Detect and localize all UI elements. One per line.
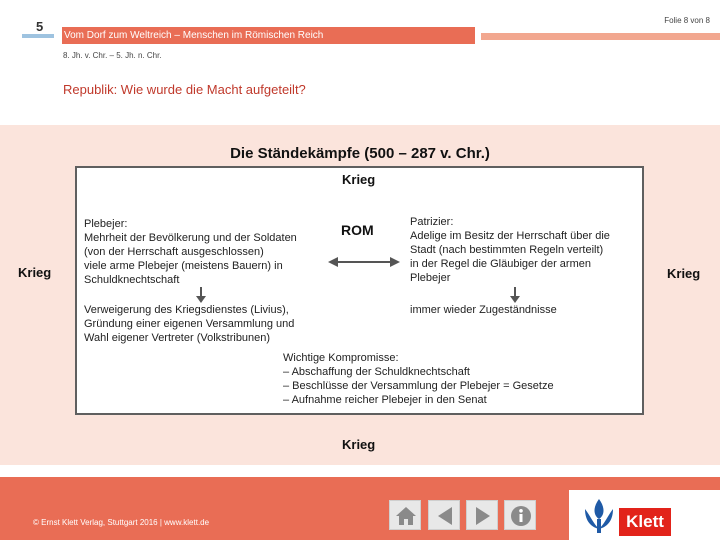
back-button[interactable]	[428, 500, 460, 530]
home-icon	[394, 504, 418, 528]
plebejer-result-line: Verweigerung des Kriegsdienstes (Livius),	[84, 304, 289, 316]
plebejer-heading: Plebejer:	[84, 218, 128, 230]
copyright-text: © Ernst Klett Verlag, Stuttgart 2016 | www.klett.de	[33, 518, 210, 527]
patrizier-block	[410, 215, 640, 285]
chapter-number: 5	[36, 19, 44, 34]
krieg-label-right: Krieg	[667, 266, 701, 281]
klett-logo-text: Klett	[619, 508, 671, 536]
patrizier-line: Adelige im Besitz der Herrschaft über die	[410, 230, 610, 242]
krieg-label-bottom: Krieg	[342, 437, 376, 452]
compromise-item: – Abschaffung der Schuldknechtschaft	[283, 366, 470, 378]
plebejer-result	[84, 303, 334, 345]
krieg-label-top: Krieg	[342, 172, 376, 187]
plebejer-line: (von der Herrschaft ausgeschlossen)	[84, 246, 264, 258]
chapter-rule	[22, 34, 54, 38]
home-button[interactable]	[389, 500, 421, 530]
patrizier-line: in der Regel die Gläubiger der armen	[410, 258, 591, 270]
slide-question: Republik: Wie wurde die Macht aufgeteilt?	[63, 82, 306, 97]
slide-counter: Folie 8 von 8	[664, 16, 710, 25]
krieg-label-left: Krieg	[18, 265, 52, 280]
patrizier-result	[410, 303, 630, 317]
rom-label: ROM	[341, 222, 374, 238]
compromises-block	[283, 351, 603, 407]
forward-button[interactable]	[466, 500, 498, 530]
plebejer-line: Schuldknechtschaft	[84, 274, 180, 286]
info-icon	[509, 504, 533, 528]
patrizier-heading: Patrizier:	[410, 216, 454, 228]
forward-icon	[471, 504, 495, 528]
klett-emblem-icon	[577, 495, 621, 537]
patrizier-line: Plebejer	[410, 272, 451, 284]
chapter-title-banner: Vom Dorf zum Weltreich – Menschen im Römischen Reich	[62, 27, 475, 44]
plebejer-line: viele arme Plebejer (meistens Bauern) in	[84, 260, 283, 272]
info-button[interactable]	[504, 500, 536, 530]
plebejer-result-line: Gründung einer eigenen Versammlung und	[84, 318, 295, 330]
plebejer-line: Mehrheit der Bevölkerung und der Soldaten	[84, 232, 297, 244]
patrizier-result-line: immer wieder Zugeständnisse	[410, 304, 557, 316]
compromise-item: – Beschlüsse der Versammlung der Plebejer = Gesetze	[283, 380, 554, 392]
diagram-title: Die Ständekämpfe (500 – 287 v. Chr.)	[230, 145, 490, 162]
compromise-item: – Aufnahme reicher Plebejer in den Senat	[283, 394, 487, 406]
period-subtitle: 8. Jh. v. Chr. – 5. Jh. n. Chr.	[63, 51, 162, 60]
plebejer-result-line: Wahl eigener Vertreter (Volkstribunen)	[84, 332, 271, 344]
plebejer-block	[84, 217, 334, 287]
compromises-heading: Wichtige Kompromisse:	[283, 352, 399, 364]
patrizier-line: Stadt (nach bestimmten Regeln verteilt)	[410, 244, 604, 256]
back-icon	[433, 504, 457, 528]
banner-accent-bar	[481, 33, 720, 40]
